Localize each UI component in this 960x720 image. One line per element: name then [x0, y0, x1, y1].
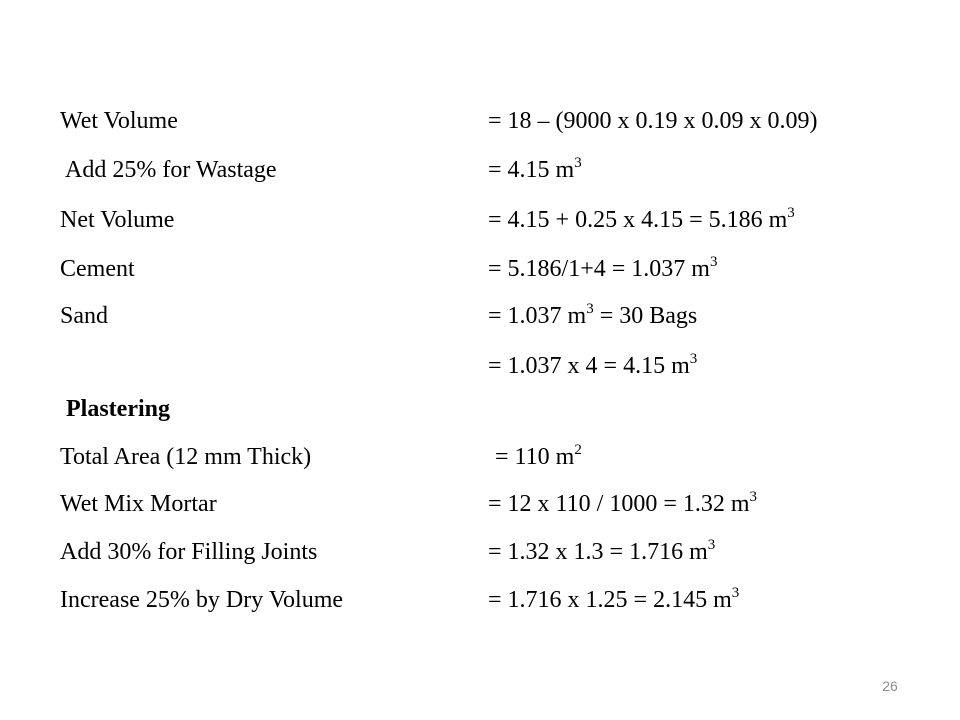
- row-value: = 110 $m^2$: [495, 442, 582, 470]
- section-heading: Plastering: [66, 396, 170, 422]
- unit-exponent: 3: [689, 351, 698, 367]
- row-label: Sand: [60, 303, 108, 329]
- unit-exponent: 3: [787, 205, 795, 221]
- row-net-volume: [0, 200, 960, 240]
- unit-exponent: 2: [574, 442, 582, 458]
- unit-exponent: 3: [731, 585, 740, 601]
- section-heading-plastering: [0, 389, 960, 429]
- page-number: 26: [882, 678, 898, 694]
- row-label: Net Volume: [60, 207, 175, 233]
- row-sand-continued: [0, 346, 960, 386]
- row-wet-volume: [0, 101, 960, 141]
- row-value: = 18 – (9000 x 0.19 x 0.09 x 0.09): [488, 108, 818, 134]
- row-value: = 1.716 x 1.25 = 2.145 $m^3$: [488, 585, 740, 613]
- row-add-wastage: [0, 150, 960, 190]
- unit-exponent: 3: [586, 301, 594, 317]
- unit-exponent: 3: [709, 254, 718, 270]
- row-value: = 4.15 + 0.25 x 4.15 = 5.186 $m^3$: [488, 205, 795, 233]
- row-value: = 1.037 $m^3 = 30$ Bags: [488, 301, 698, 329]
- row-total-area: [0, 437, 960, 477]
- row-value: = 12 x 110 / 1000 = 1.32 $m^3$: [488, 489, 758, 517]
- row-label: Total Area (12 mm Thick): [60, 444, 312, 470]
- row-label: Wet Mix Mortar: [60, 491, 217, 517]
- row-label: Cement: [60, 256, 135, 282]
- row-dry-volume: [0, 580, 960, 620]
- row-wet-mix-mortar: [0, 484, 960, 524]
- row-label: Increase 25% by Dry Volume: [60, 587, 344, 613]
- row-value: = 1.037 x 4 = 4.15 $m^3$: [488, 351, 698, 379]
- row-value: = 4.15 $m^3$: [488, 155, 582, 183]
- row-value: = 1.32 x 1.3 = 1.716 $m^3$: [488, 537, 716, 565]
- unit-exponent: 3: [707, 537, 716, 553]
- row-label: Add 25% for Wastage: [65, 157, 277, 183]
- row-label: Wet Volume: [60, 108, 178, 134]
- row-value: = 5.186/1+4 = 1.037 $m^3$: [488, 254, 718, 282]
- unit-exponent: 3: [574, 155, 582, 171]
- unit-exponent: 3: [749, 489, 758, 505]
- row-label: Add 30% for Filling Joints: [60, 539, 318, 565]
- row-cement: [0, 249, 960, 289]
- row-filling-joints: [0, 532, 960, 572]
- row-sand: [0, 296, 960, 336]
